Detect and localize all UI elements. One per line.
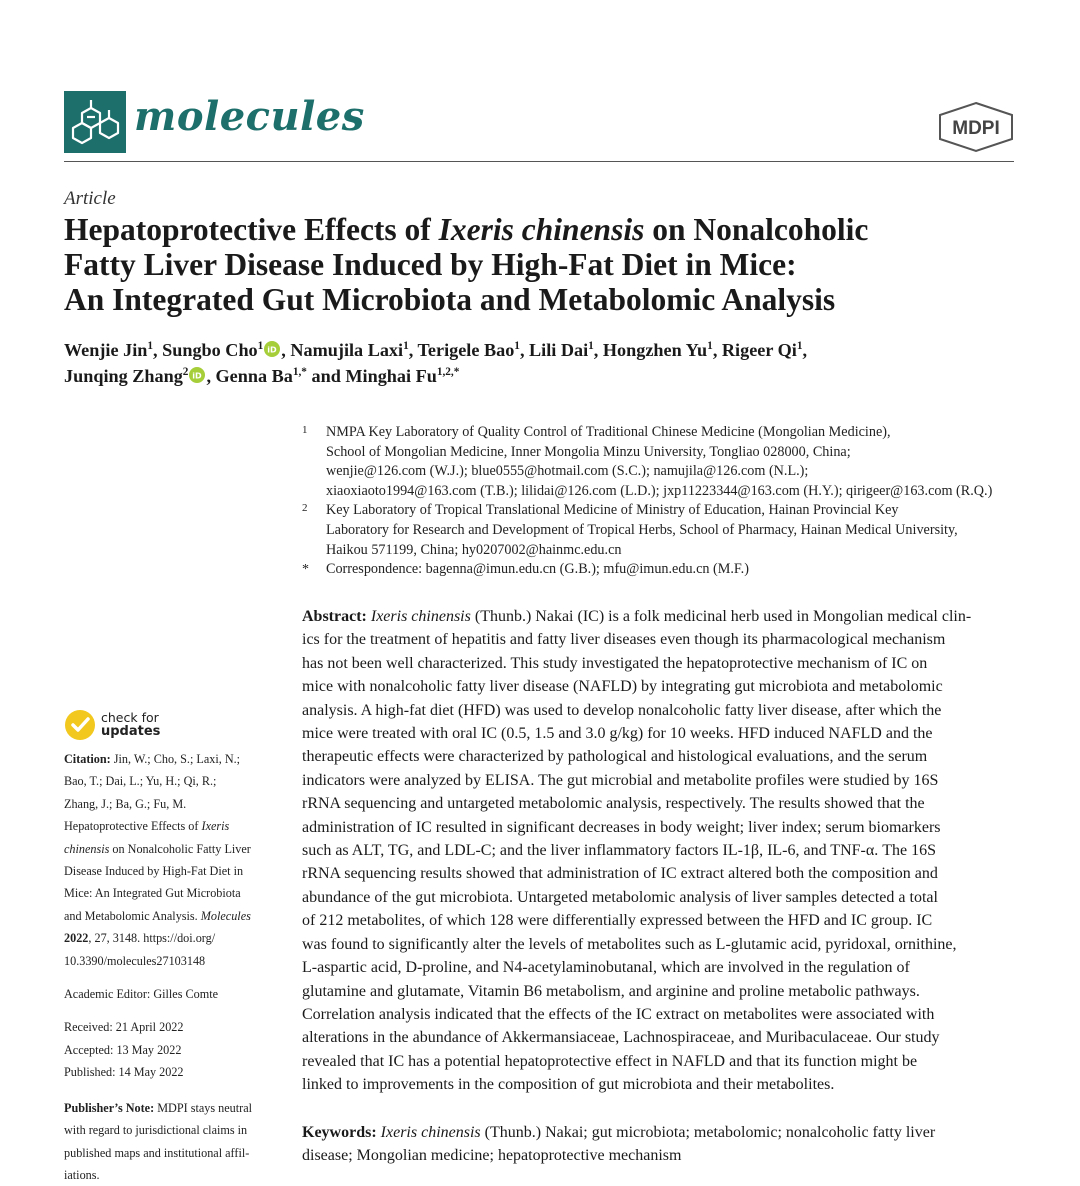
publishers-note: Publisher’s Note: MDPI stays neutral with regard to jurisdictional claims in published maps and institutional affil- iations. [64, 1100, 252, 1182]
received-date: Received: 21 April 2022 [64, 1020, 184, 1035]
publisher-logo[interactable] [937, 101, 1015, 153]
author[interactable]: Hongzhen Yu [602, 340, 708, 360]
author[interactable]: Namujila Laxi [290, 340, 404, 360]
abstract: Abstract: Ixeris chinensis (Thunb.) Nakai (IC) is a folk medicinal herb used in Mongolian medical clin- ics for the treatment of hepatitis and fatty liver diseases even though its pharmacological mechanism has not been well characterized. This study investigated the hepatoprotective mechanism of IC on mice with nonalcoholic fatty liver disease (NAFLD) by integrating gut microbiota and metabolomic analysis. A high-fat diet (HFD) was used to develop nonalcoholic fatty liver disease, after which the mice were treated with oral IC (0.5, 1.5 and 3.0 g/kg) for 10 weeks. HFD induced NAFLD and the therapeutic effects were characterized by pathological and histological evaluations, and the serum indicators were analyzed by ELISA. The gut microbial and metabolite profiles were studied by 16S rRNA sequencing and untargeted metabolomic analysis, respectively. The results showed that the administration of IC resulted in significant decreases in body weight; liver index; serum biomarkers such as ALT, TG, and LDL-C; and the liver inflammatory factors IL-1β, IL-6, and TNF-α. The 16S rRNA sequencing results showed that administration of IC extract altered both the composition and abundance of the gut microbiota. Untargeted metabolomic analysis of liver samples detected a total of 212 metabolites, of which 128 were differentially expressed between the HFD and IC group. IC was found to significantly alter the levels of metabolites such as L-glutamic acid, pyridoxal, ornithine, L-aspartic acid, D-proline, and N4-acetylaminobutanal, which are involved in the regulation of glutamine and glutamate, Vitamin B6 metabolism, and arginine and proline metabolic pathways. Correlation analysis indicated that the effects of the IC extract on metabolites were associated with alterations in the abundance of Akkermansiaceae, Lachnospiraceae, and Muribaculaceae. Our study revealed that IC has a potential hepatoprotective effect in NAFLD and that its function might be linked to improvements in the composition of gut microbiota and their metabolites. [302, 608, 972, 1094]
journal-logo-icon [64, 91, 126, 153]
author[interactable]: Minghai Fu [345, 366, 437, 386]
article-type: Article [64, 188, 116, 209]
author[interactable]: Genna Ba [215, 366, 293, 386]
author[interactable]: Rigeer Qi [721, 340, 797, 360]
author-list: Wenjie Jin$^1$, Sungbo Cho$^1$ iD , Namujila Laxi$^1$, Terigele Bao$^1$, Lili Dai$^1$, Hongzhen Yu$^1$, Rigeer Qi$^1$, Junqing Zhang$^2$ iD , Genna $Ba^{1,*}$ and Minghai $Fu^{1,2,*}$ [64, 339, 808, 386]
keywords-label: Keywords: [302, 1124, 377, 1141]
author[interactable]: Lili Dai [529, 340, 589, 360]
citation: Citation: Jin, W.; Cho, S.; Laxi, N.; Bao, T.; Dai, L.; Yu, H.; Qi, R.; Zhang, J.; Ba, G.; Fu, M. Hepatoprotective Effects of Ixeris chinensis on Nonalcoholic Fatty Liver Disease Induced by High-Fat Diet in Mice: An Integrated Gut Microbiota and Metabolomic Analysis. Molecules 2022, 27, 3148. https://doi.org/ 10.3390/molecules27103148 [64, 748, 289, 972]
orcid-icon[interactable] [264, 341, 280, 357]
published-date: Published: 14 May 2022 [64, 1065, 184, 1080]
author[interactable]: Terigele Bao [417, 340, 515, 360]
affiliations [300, 423, 1030, 580]
author[interactable]: Wenjie Jin [64, 340, 148, 360]
affiliation-2: 2 Key Laboratory of Tropical Translational Medicine of Ministry of Education, Hainan Provincial Key Laboratory for Research and Development of Tropical Herbs, School of Pharmacy, Hainan Medical University, Haikou 571199, China; hy0207002@hainmc.edu.cn [302, 502, 958, 558]
check-updates-label-bold[interactable]: updates [101, 724, 161, 739]
doi-link[interactable]: 10.3390/molecules27103148 [64, 953, 206, 968]
academic-editor: Academic Editor: Gilles Comte [64, 987, 218, 1002]
check-updates-label[interactable]: check for [101, 710, 159, 725]
sidebar [64, 748, 289, 1186]
publisher-name: MDPI [952, 118, 1000, 139]
keywords: Keywords: Ixeris chinensis (Thunb.) Nakai; gut microbiota; metabolomic; nonalcoholic fatty liver disease; Mongolian medicine; hepatoprotective mechanism [302, 1124, 936, 1165]
svg-text:iD: iD [267, 345, 277, 355]
svg-text:iD: iD [192, 371, 203, 381]
check-updates-icon [64, 708, 98, 742]
affiliation-1: 1 NMPA Key Laboratory of Quality Control of Traditional Chinese Medicine (Mongolian Medicine), School of Mongolian Medicine, Inner Mongolia Minzu University, Tongliao 028000, China; wenjie@126.com (W.J.); blue0555@hotmail.com (S.C.); namujila@126.com (N.L.); xiaoxiaoto1994@163.com (T.B.); lilidai@126.com (L.D.); jxp11223344@163.com (H.Y.); qirigeer@163.com (R.Q.) [302, 424, 993, 499]
journal-name[interactable]: molecules [134, 93, 365, 140]
author[interactable]: Junqing Zhang [64, 366, 183, 386]
header-divider [64, 161, 1014, 162]
accepted-date: Accepted: 13 May 2022 [64, 1042, 182, 1057]
orcid-icon[interactable] [189, 367, 205, 383]
correspondence: * Correspondence: bagenna@imun.edu.cn (G.B.); mfu@imun.edu.cn (M.F.) [302, 561, 749, 578]
abstract-label: Abstract: [302, 608, 367, 625]
paper-title: Hepatoprotective Effects of Ixeris chinensis on Nonalcoholic Fatty Liver Disease Induced by High-Fat Diet in Mice: An Integrated Gut Microbiota and Metabolomic Analysis [64, 212, 869, 317]
author[interactable]: Sungbo Cho [162, 340, 258, 360]
